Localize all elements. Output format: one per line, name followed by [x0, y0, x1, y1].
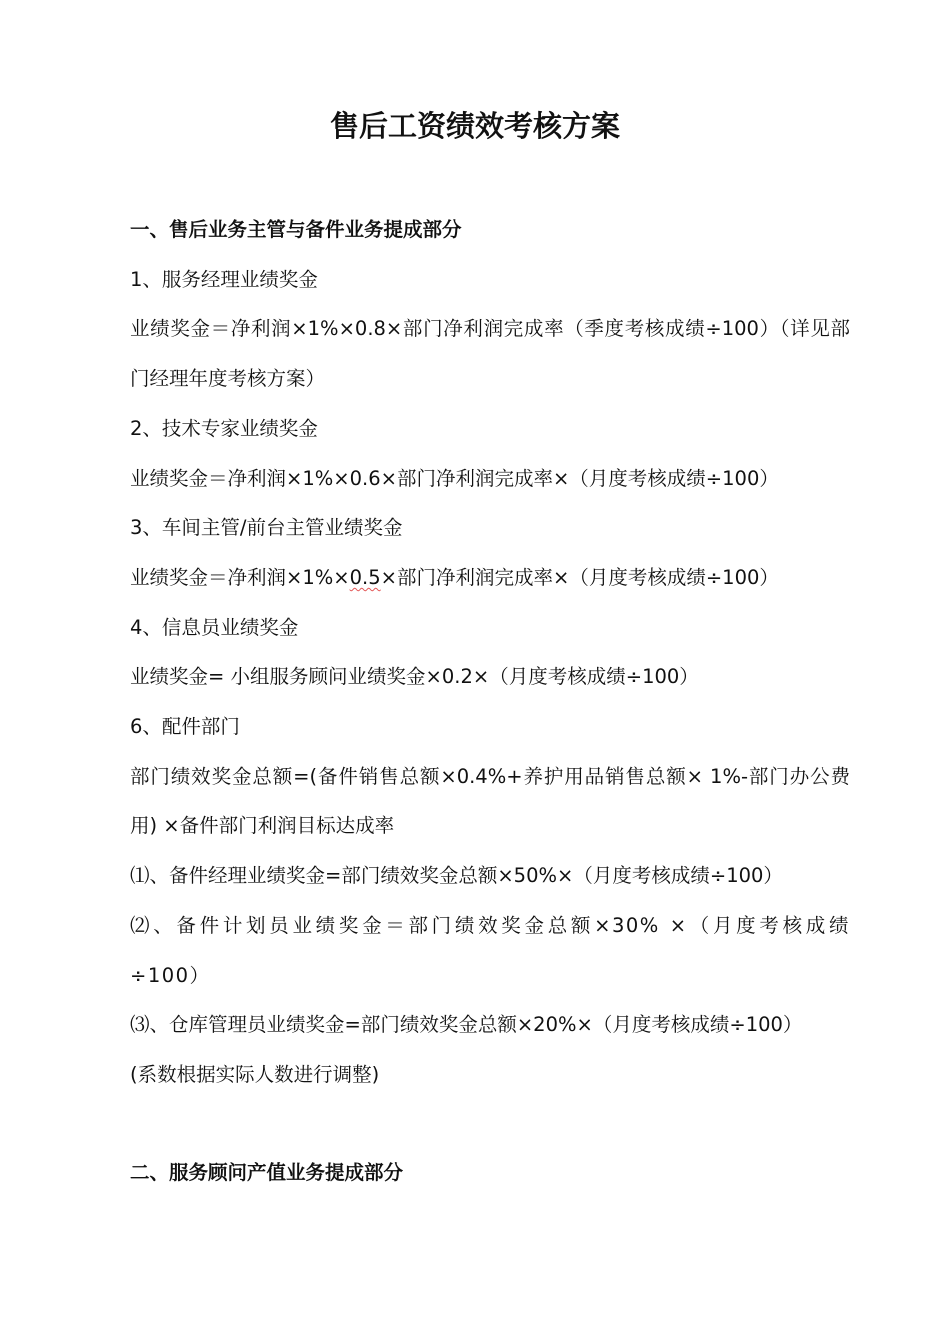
item-title-info-clerk: 4、信息员业绩奖金	[130, 615, 299, 639]
section-heading-1: 一、售后业务主管与备件业务提成部分	[130, 218, 462, 241]
formula-workshop-supervisor	[130, 553, 850, 603]
section-spacer	[130, 1100, 850, 1148]
coefficient-note: (系数根据实际人数进行调整)	[130, 1062, 380, 1086]
item-title-tech-expert: 2、技术专家业绩奖金	[130, 416, 318, 440]
formula-parts-manager: ⑴、备件经理业绩奖金=部门绩效奖金总额×50%×（月度考核成绩÷100）	[130, 864, 783, 888]
formula-parts-planner: ⑵、备件计划员业绩奖金＝部门绩效奖金总额×30% ×（月度考核成绩÷100）	[130, 913, 850, 987]
item-title-workshop-supervisor: 3、车间主管/前台主管业绩奖金	[130, 516, 403, 540]
formula-service-manager: 业绩奖金＝净利润×1%×0.8×部门净利润完成率（季度考核成绩÷100）（详见部门经理年度考核方案）	[130, 317, 850, 391]
item-title-service-manager: 1、服务经理业绩奖金	[130, 267, 318, 291]
document-body	[130, 205, 850, 1197]
formula-part-pre: 业绩奖金＝净利润×1%×	[130, 565, 350, 589]
formula-tech-expert: 业绩奖金＝净利润×1%×0.6×部门净利润完成率×（月度考核成绩÷100）	[130, 466, 779, 490]
item-title-parts-dept: 6、配件部门	[130, 715, 240, 739]
formula-warehouse-keeper: ⑶、仓库管理员业绩奖金=部门绩效奖金总额×20%×（月度考核成绩÷100）	[130, 1013, 803, 1037]
section-heading-2: 二、服务顾问产值业务提成部分	[130, 1160, 404, 1184]
spellcheck-marked-value: 0.5	[349, 565, 381, 589]
formula-part-post: ×部门净利润完成率×（月度考核成绩÷100）	[380, 565, 779, 589]
document-title: 售后工资绩效考核方案	[329, 109, 620, 143]
formula-parts-dept-total: 部门绩效奖金总额=(备件销售总额×0.4%+养护用品销售总额× 1%-部门办公费用) ×备件部门利润目标达成率	[130, 764, 850, 838]
formula-info-clerk: 业绩奖金= 小组服务顾问业绩奖金×0.2×（月度考核成绩÷100）	[130, 665, 699, 689]
